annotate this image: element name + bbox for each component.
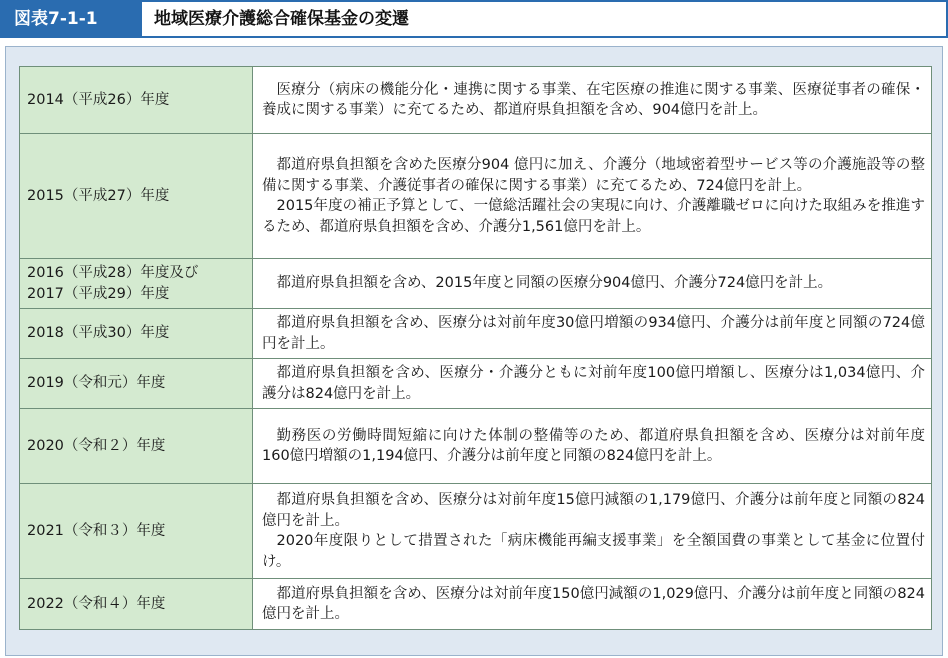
description-text: 都道府県負担額を含めた医療分904 億円に加え、介護分（地域密着型サービス等の介護施設等の整備に関する事業、介護従事者の確保に関する事業）に充てるため、724億円を計上。	[262, 157, 925, 194]
description-text: 都道府県負担額を含め、2015年度と同額の医療分904億円、介護分724億円を計上。	[276, 275, 833, 292]
description-cell	[253, 309, 932, 359]
year-label: 2022（令和４）年度	[27, 595, 166, 612]
description-cell	[253, 579, 932, 630]
year-label: 2019（令和元）年度	[27, 375, 166, 392]
year-cell	[20, 134, 253, 259]
figure-title-box	[142, 0, 948, 38]
figure-label: 図表7-1-1	[0, 0, 142, 38]
year-label: 2021（令和３）年度	[27, 522, 166, 539]
year-cell	[20, 484, 253, 579]
description-cell	[253, 67, 932, 134]
year-label: 2017（平成29）年度	[27, 285, 170, 302]
description-text: 医療分（病床の機能分化・連携に関する事業、在宅医療の推進に関する事業、医療従事者の確保・養成に関する事業）に充てるため、都道府県負担額を含め、904億円を計上。	[262, 81, 925, 118]
table-row	[20, 134, 932, 259]
description-cell	[253, 134, 932, 259]
table-row	[20, 259, 932, 309]
year-label: 2016（平成28）年度及び	[27, 265, 199, 281]
description-text: 都道府県負担額を含め、医療分は対前年度150億円減額の1,029億円、介護分は前年度と同額の824億円を計上。	[262, 585, 925, 622]
year-cell	[20, 67, 253, 134]
year-cell	[20, 409, 253, 484]
description-text: 都道府県負担額を含め、医療分は対前年度15億円減額の1,179億円、介護分は前年度と同額の824億円を計上。	[262, 492, 925, 529]
year-label: 2018（平成30）年度	[27, 325, 170, 342]
description-cell	[253, 484, 932, 579]
figure-title: 地域医療介護総合確保基金の変遷	[154, 9, 409, 29]
description-cell	[253, 359, 932, 409]
table-row	[20, 309, 932, 359]
year-label: 2015（平成27）年度	[27, 187, 170, 204]
table-row	[20, 579, 932, 630]
year-cell	[20, 309, 253, 359]
description-text: 2015年度の補正予算として、一億総活躍社会の実現に向け、介護離職ゼロに向けた取組みを推進するため、都道府県負担額を含め、介護分1,561億円を計上。	[262, 198, 925, 235]
year-label: 2014（平成26）年度	[27, 91, 170, 108]
figure-header	[0, 0, 948, 38]
fund-history-table	[19, 66, 932, 630]
description-text: 都道府県負担額を含め、医療分は対前年度30億円増額の934億円、介護分は前年度と同額の724億円を計上。	[262, 315, 925, 352]
table-row	[20, 359, 932, 409]
year-cell	[20, 579, 253, 630]
description-text: 2020年度限りとして措置された「病床機能再編支援事業」を全額国費の事業として基金に位置付け。	[262, 533, 925, 570]
table-panel	[5, 46, 943, 656]
table-row	[20, 67, 932, 134]
year-label: 2020（令和２）年度	[27, 437, 166, 454]
description-text: 勤務医の労働時間短縮に向けた体制の整備等のため、都道府県負担額を含め、医療分は対前年度160億円増額の1,194億円、介護分は前年度と同額の824億円を計上。	[262, 427, 925, 464]
year-cell	[20, 259, 253, 309]
year-cell	[20, 359, 253, 409]
table-row	[20, 409, 932, 484]
description-cell	[253, 409, 932, 484]
description-text: 都道府県負担額を含め、医療分・介護分ともに対前年度100億円増額し、医療分は1,034億円、介護分は824億円を計上。	[262, 365, 925, 402]
description-cell	[253, 259, 932, 309]
table-row	[20, 484, 932, 579]
